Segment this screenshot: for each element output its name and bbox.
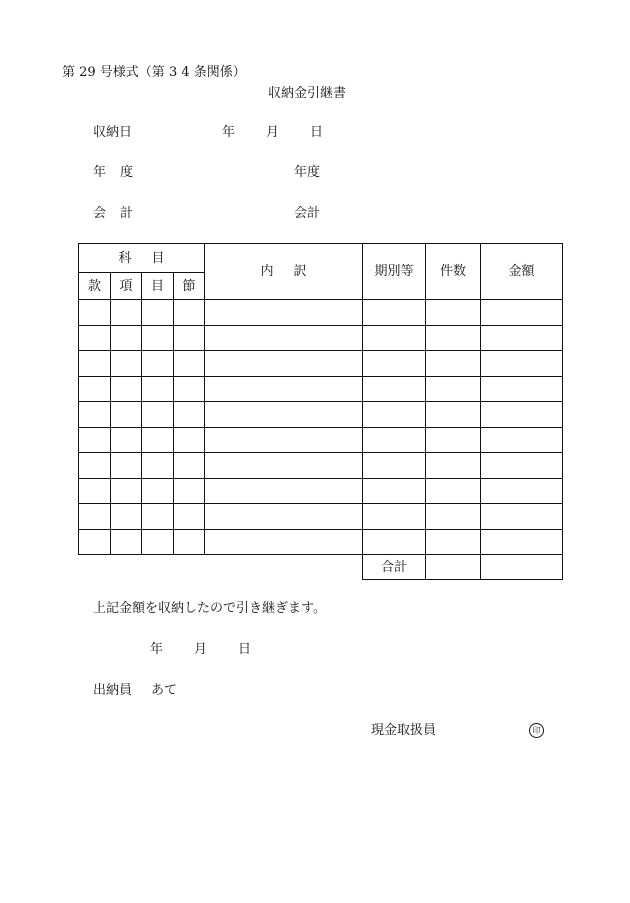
- table-cell[interactable]: [205, 300, 363, 326]
- period-header: 期別等: [363, 244, 426, 300]
- table-row: [79, 325, 563, 351]
- table-cell[interactable]: [363, 402, 426, 428]
- table-cell[interactable]: [142, 376, 174, 402]
- total-row-spacer: [79, 555, 363, 580]
- table-cell[interactable]: [111, 427, 142, 453]
- table-cell[interactable]: [363, 376, 426, 402]
- form-number: 第 29 号様式（第 3 4 条関係）: [62, 65, 246, 80]
- table-cell[interactable]: [174, 453, 205, 479]
- table-cell[interactable]: [79, 402, 111, 428]
- receipt-date-month-unit: 月: [266, 125, 280, 140]
- table-cell[interactable]: [79, 478, 111, 504]
- table-cell[interactable]: [426, 529, 481, 555]
- table-cell[interactable]: [142, 351, 174, 377]
- table-row: [79, 453, 563, 479]
- receipt-date-year-unit: 年: [222, 125, 236, 140]
- table-cell[interactable]: [79, 504, 111, 530]
- table-cell[interactable]: [79, 325, 111, 351]
- account-suffix: 会計: [294, 206, 321, 221]
- account-label: 会計: [93, 206, 148, 221]
- table-row: [79, 427, 563, 453]
- table-cell[interactable]: [363, 504, 426, 530]
- detail-header: 内訳: [205, 244, 363, 300]
- table-cell[interactable]: [174, 478, 205, 504]
- seal-mark: 印: [529, 723, 544, 738]
- table-cell[interactable]: [363, 529, 426, 555]
- table-cell[interactable]: [79, 529, 111, 555]
- total-count-cell[interactable]: [426, 555, 481, 580]
- table-cell[interactable]: [174, 402, 205, 428]
- table-cell[interactable]: [426, 325, 481, 351]
- table-cell[interactable]: [481, 427, 563, 453]
- table-cell[interactable]: [79, 376, 111, 402]
- table-cell[interactable]: [142, 402, 174, 428]
- table-cell[interactable]: [142, 427, 174, 453]
- amount-header: 金額: [481, 244, 563, 300]
- table-cell[interactable]: [142, 453, 174, 479]
- table-cell[interactable]: [174, 427, 205, 453]
- table-cell[interactable]: [426, 504, 481, 530]
- table-cell[interactable]: [174, 504, 205, 530]
- table-cell[interactable]: [426, 376, 481, 402]
- table-cell[interactable]: [481, 529, 563, 555]
- document-title: 収納金引継書: [268, 86, 347, 101]
- addressee-role: 出納員: [93, 683, 133, 698]
- subheader-setsu: 節: [174, 273, 205, 300]
- table-cell[interactable]: [363, 478, 426, 504]
- table-row: [79, 300, 563, 326]
- table-cell[interactable]: [205, 427, 363, 453]
- table-cell[interactable]: [205, 325, 363, 351]
- table-cell[interactable]: [79, 300, 111, 326]
- ledger-table: [78, 243, 563, 580]
- table-cell[interactable]: [481, 453, 563, 479]
- table-cell[interactable]: [363, 453, 426, 479]
- table-cell[interactable]: [426, 453, 481, 479]
- table-cell[interactable]: [111, 300, 142, 326]
- table-cell[interactable]: [363, 427, 426, 453]
- footer-day-unit: 日: [238, 642, 252, 657]
- table-row: [79, 529, 563, 555]
- table-cell[interactable]: [111, 478, 142, 504]
- table-header-row: [79, 244, 563, 273]
- table-cell[interactable]: [363, 300, 426, 326]
- total-label: 合計: [363, 555, 426, 580]
- table-cell[interactable]: [111, 351, 142, 377]
- cash-handler-role: 現金取扱員: [371, 723, 437, 738]
- fiscal-year-label: 年度: [93, 165, 148, 180]
- table-cell[interactable]: [111, 453, 142, 479]
- total-amount-cell[interactable]: [481, 555, 563, 580]
- footer-year-unit: 年: [150, 642, 164, 657]
- table-cell[interactable]: [79, 351, 111, 377]
- subheader-kou: 項: [111, 273, 142, 300]
- table-cell[interactable]: [205, 453, 363, 479]
- table-cell[interactable]: [481, 325, 563, 351]
- table-row: [79, 351, 563, 377]
- table-cell[interactable]: [79, 453, 111, 479]
- table-cell[interactable]: [174, 529, 205, 555]
- table-cell[interactable]: [142, 300, 174, 326]
- table-cell[interactable]: [142, 529, 174, 555]
- table-row: [79, 402, 563, 428]
- seal-icon: [529, 723, 544, 738]
- table-cell[interactable]: [363, 351, 426, 377]
- table-cell[interactable]: [426, 478, 481, 504]
- total-row: [79, 555, 563, 580]
- subheader-kan: 款: [79, 273, 111, 300]
- receipt-date-label: 収納日: [93, 125, 133, 140]
- table-cell[interactable]: [111, 376, 142, 402]
- subject-header: 科目: [79, 244, 205, 273]
- table-cell[interactable]: [79, 427, 111, 453]
- table-cell[interactable]: [481, 376, 563, 402]
- table-cell[interactable]: [426, 300, 481, 326]
- transfer-statement: 上記金額を収納したので引き継ぎます。: [93, 601, 326, 616]
- table-cell[interactable]: [205, 351, 363, 377]
- table-cell[interactable]: [205, 529, 363, 555]
- table-cell[interactable]: [481, 478, 563, 504]
- table-cell[interactable]: [174, 351, 205, 377]
- fiscal-year-suffix: 年度: [294, 165, 321, 180]
- table-cell[interactable]: [111, 402, 142, 428]
- table-cell[interactable]: [142, 478, 174, 504]
- table-cell[interactable]: [205, 376, 363, 402]
- table-cell[interactable]: [111, 529, 142, 555]
- table-cell[interactable]: [481, 504, 563, 530]
- table-cell[interactable]: [174, 300, 205, 326]
- table-cell[interactable]: [205, 478, 363, 504]
- table-cell[interactable]: [481, 300, 563, 326]
- table-cell[interactable]: [481, 351, 563, 377]
- table-cell[interactable]: [142, 325, 174, 351]
- table-cell[interactable]: [481, 402, 563, 428]
- table-cell[interactable]: [363, 325, 426, 351]
- table-cell[interactable]: [111, 504, 142, 530]
- table-cell[interactable]: [174, 376, 205, 402]
- count-header: 件数: [426, 244, 481, 300]
- table-cell[interactable]: [111, 325, 142, 351]
- table-cell[interactable]: [426, 427, 481, 453]
- table-row: [79, 478, 563, 504]
- table-row: [79, 376, 563, 402]
- addressee-suffix: あて: [151, 683, 178, 698]
- subheader-moku: 目: [142, 273, 174, 300]
- table-row: [79, 504, 563, 530]
- table-cell[interactable]: [205, 402, 363, 428]
- table-cell[interactable]: [426, 402, 481, 428]
- table-cell[interactable]: [174, 325, 205, 351]
- table-cell[interactable]: [426, 351, 481, 377]
- footer-month-unit: 月: [194, 642, 208, 657]
- table-cell[interactable]: [205, 504, 363, 530]
- receipt-date-day-unit: 日: [310, 125, 324, 140]
- table-cell[interactable]: [142, 504, 174, 530]
